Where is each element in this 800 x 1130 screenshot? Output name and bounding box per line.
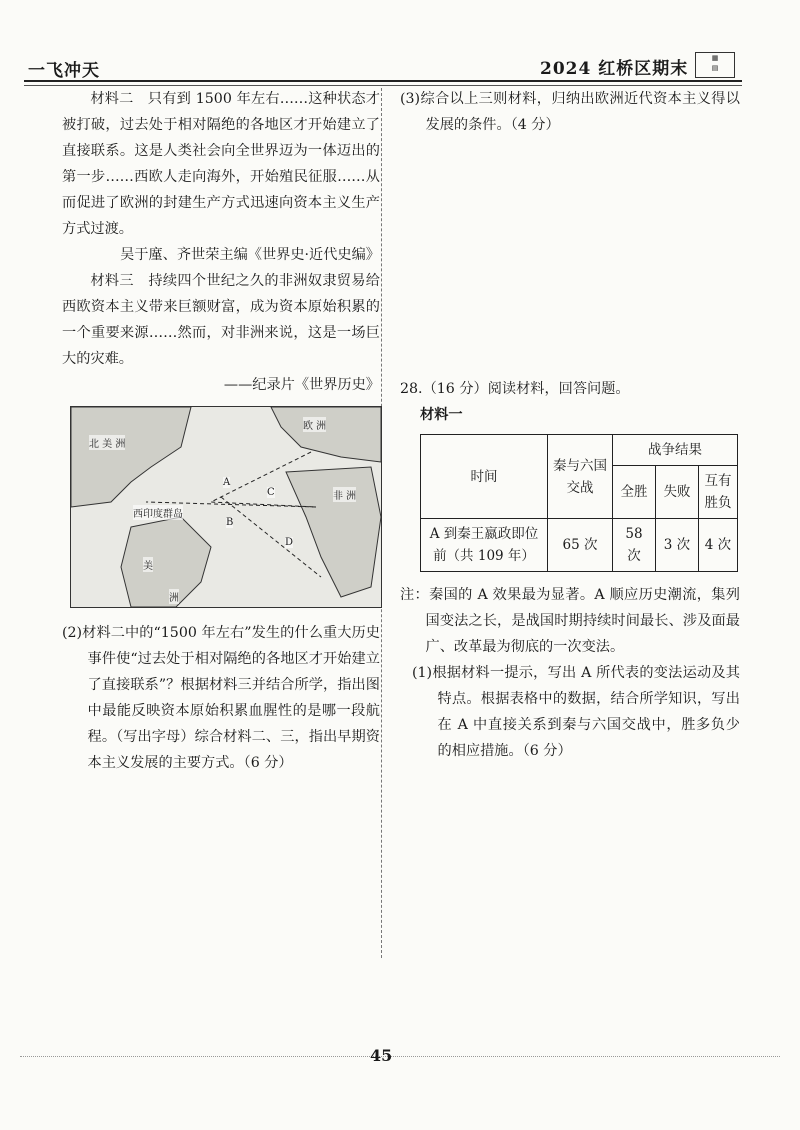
question-1: (1)根据材料一提示，写出 A 所代表的变法运动及其特点。根据表格中的数据，结合所学知识，写出在 A 中直接关系到秦与六国交战中，胜多负少的相应措施。（6 分） [412,665,740,759]
map-label-europe: 欧 洲 [303,417,326,432]
question-3: (3)综合以上三则材料，归纳出欧洲近代资本主义得以发展的条件。（4 分） [400,91,740,133]
table-header-total: 秦与六国交战 [548,435,613,519]
footer-rule [20,1056,780,1057]
table-cell-mixed: 4 次 [699,519,738,572]
right-column [400,86,740,764]
material-3-source: ——纪录片《世界历史》 [223,377,380,393]
table-header-lose: 失败 [656,466,699,519]
table-cell-time: A 到秦王嬴政即位前（共 109 年） [421,519,548,572]
map-label-africa: 非 洲 [333,487,356,502]
map-label-c: C [267,487,275,498]
table-header-result: 战争结果 [613,435,738,466]
header-left-title: 一飞冲天 [28,61,100,81]
material-1-label: 材料一 [420,407,463,423]
map-label-north-america: 北 美 洲 [89,435,125,450]
map-label-south-america: 美 [143,557,153,572]
header-logo-icon: ▦ ▤ [695,52,735,78]
table-header-time: 时间 [421,435,548,519]
left-column [62,86,380,776]
map-label-caribbean: 西印度群岛 [133,505,183,520]
page-number: 45 [370,1046,393,1065]
map-label-b: B [226,517,234,528]
map-label-a: A [223,477,231,488]
war-results-table [420,434,738,572]
table-note: 注：秦国的 A 效果最为显著。A 顺应历史潮流，集列国变法之长，是战国时期持续时间最长、涉及面最广、改革最为彻底的一次变法。 [400,587,740,655]
table-cell-lose: 3 次 [656,519,699,572]
map-label-south-america-2: 洲 [169,589,179,604]
table-header-win: 全胜 [613,466,656,519]
material-2-text: 材料二 只有到 1500 年左右……这种状态才被打破，过去处于相对隔绝的各地区才开始建立了直接联系。这是人类社会向全世界迈为一体迈出的第一步……西欧人走向海外，开始殖民征服……从而促进了欧洲的封建生产方式迅速向资本主义生产方式过渡。 [62,91,380,237]
header-right-title: 2024 红桥区期末 [540,59,689,79]
question-2: (2)材料二中的“1500 年左右”发生的什么重大历史事件使“过去处于相对隔绝的各地区才开始建立了直接联系”？根据材料三并结合所学，指出图中最能反映资本原始积累血腥性的是哪一段航程。（写出字母）综合材料二、三，指出早期资本主义发展的主要方式。（6 分） [62,625,380,771]
table-cell-total: 65 次 [548,519,613,572]
map-label-d: D [285,537,294,548]
triangle-trade-map [70,406,382,608]
table-cell-win: 58 次 [613,519,656,572]
material-2-source: 吴于廑、齐世荣主编《世界史·近代史编》 [120,247,380,263]
material-3-text: 材料三 持续四个世纪之久的非洲奴隶贸易给西欧资本主义带来巨额财富，成为资本原始积累的一个重要来源……然而，对非洲来说，这是一场巨大的灾难。 [62,273,380,367]
question-28: 28.（16 分）阅读材料，回答问题。 [400,381,630,397]
table-header-mixed: 互有胜负 [699,466,738,519]
